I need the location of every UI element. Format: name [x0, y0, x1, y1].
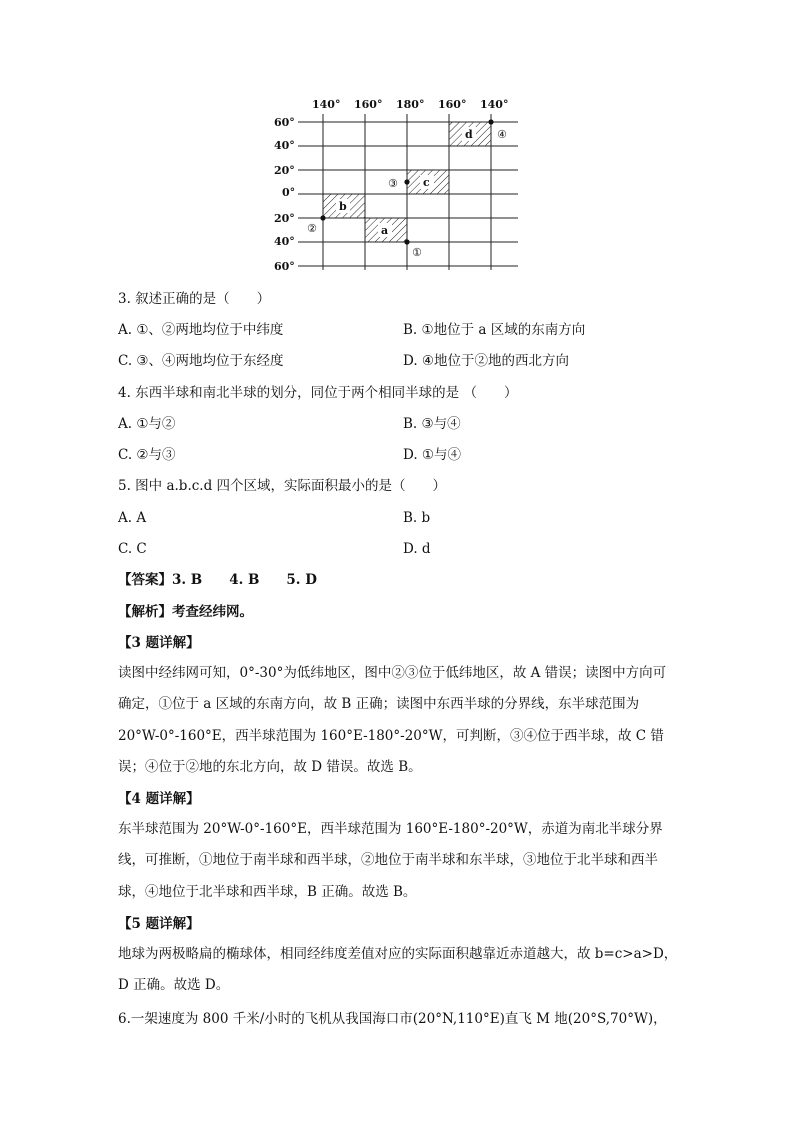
question-4-option-d: D. ①与④ [403, 447, 462, 463]
detail-5-body: 地球为两极略扁的椭球体，相同经纬度差值对应的实际面积越靠近赤道越大，故 b=c>a>D，D 正确。故选 D。 [118, 946, 678, 994]
left-label-4: 0° [282, 186, 296, 199]
latitude-longitude-grid-figure [270, 92, 530, 282]
question-5-option-d: D. d [403, 541, 431, 557]
point-4-dot [488, 119, 493, 124]
point-4-label: ④ [497, 128, 507, 141]
detail-4-body: 东半球范围为 20°W-0°-160°E，西半球范围为 160°E-180°-20°W，赤道为南北半球分界线，可推断，①地位于南半球和西半球，②地位于南半球和东半球，③地位于北半球和西半球，④地位于北半球和西半球，B 正确。故选 B。 [118, 821, 663, 900]
top-label-4: 160° [438, 98, 467, 111]
left-label-6: 40° [274, 235, 295, 248]
detail-3-heading: 【3 题详解】 [118, 635, 200, 651]
point-2-label: ② [307, 222, 317, 235]
question-3-option-b: B. ①地位于 a 区域的东南方向 [403, 322, 586, 338]
top-label-1: 140° [312, 98, 341, 111]
point-3-dot [404, 179, 409, 184]
detail-4-heading: 【4 题详解】 [118, 791, 200, 807]
point-2-dot [320, 215, 325, 220]
point-3-label: ③ [388, 177, 398, 190]
left-label-3: 20° [274, 164, 295, 177]
point-1-dot [404, 239, 409, 244]
region-a-label: a [381, 224, 389, 237]
detail-3-body: 读图中经纬网可知，0°-30°为低纬地区，图中②③位于低纬地区，故 A 错误；读图中方向可确定，①位于 a 区域的东南方向，故 B 正确；读图中东西半球的分界线，东半球范围为 20°W-0°-160°E，西半球范围为 160°E-180°-20°W，可判断，③④位于西半球，故 C 错误；④位于②地的东北方向，故 D 错误。故选 B。 [118, 665, 667, 775]
question-3-option-d: D. ④地位于②地的西北方向 [403, 353, 570, 369]
left-label-1: 60° [274, 116, 295, 129]
question-5-option-a: A. A [118, 510, 147, 526]
left-label-5: 20° [274, 212, 295, 225]
question-4-option-b: B. ③与④ [403, 416, 461, 432]
point-1-label: ① [412, 246, 422, 259]
top-label-3: 180° [396, 98, 425, 111]
question-4-option-a: A. ①与② [118, 416, 176, 432]
analysis-line: 【解析】考查经纬网。 [118, 604, 253, 620]
region-d-label: d [465, 128, 473, 141]
question-5-option-c: C. C [118, 541, 147, 557]
left-label-7: 60° [274, 260, 295, 273]
top-label-2: 160° [354, 98, 383, 111]
question-4-stem: 4. 东西半球和南北半球的划分，同位于两个相同半球的是 （ ） [118, 385, 518, 401]
question-3-option-c: C. ③、④两地均位于东经度 [118, 353, 284, 369]
detail-5-heading: 【5 题详解】 [118, 916, 200, 932]
left-label-2: 40° [274, 139, 295, 152]
question-3-option-a: A. ①、②两地均位于中纬度 [118, 322, 284, 338]
grid-svg [270, 92, 530, 282]
answer-line: 【答案】3. B 4. B 5. D [118, 572, 317, 588]
question-6-stem: 6.一架速度为 800 千米/小时的飞机从我国海口市(20°N,110°E)直飞 M 地(20°S,70°W)， [118, 1011, 667, 1027]
question-5-option-b: B. b [403, 510, 431, 526]
region-c-label: c [423, 176, 430, 189]
question-5-stem: 5. 图中 a.b.c.d 四个区域，实际面积最小的是（ ） [118, 478, 447, 494]
question-4-option-c: C. ②与③ [118, 447, 176, 463]
region-b-label: b [339, 200, 347, 213]
top-label-5: 140° [480, 98, 509, 111]
question-3-stem: 3. 叙述正确的是（ ） [118, 291, 271, 307]
